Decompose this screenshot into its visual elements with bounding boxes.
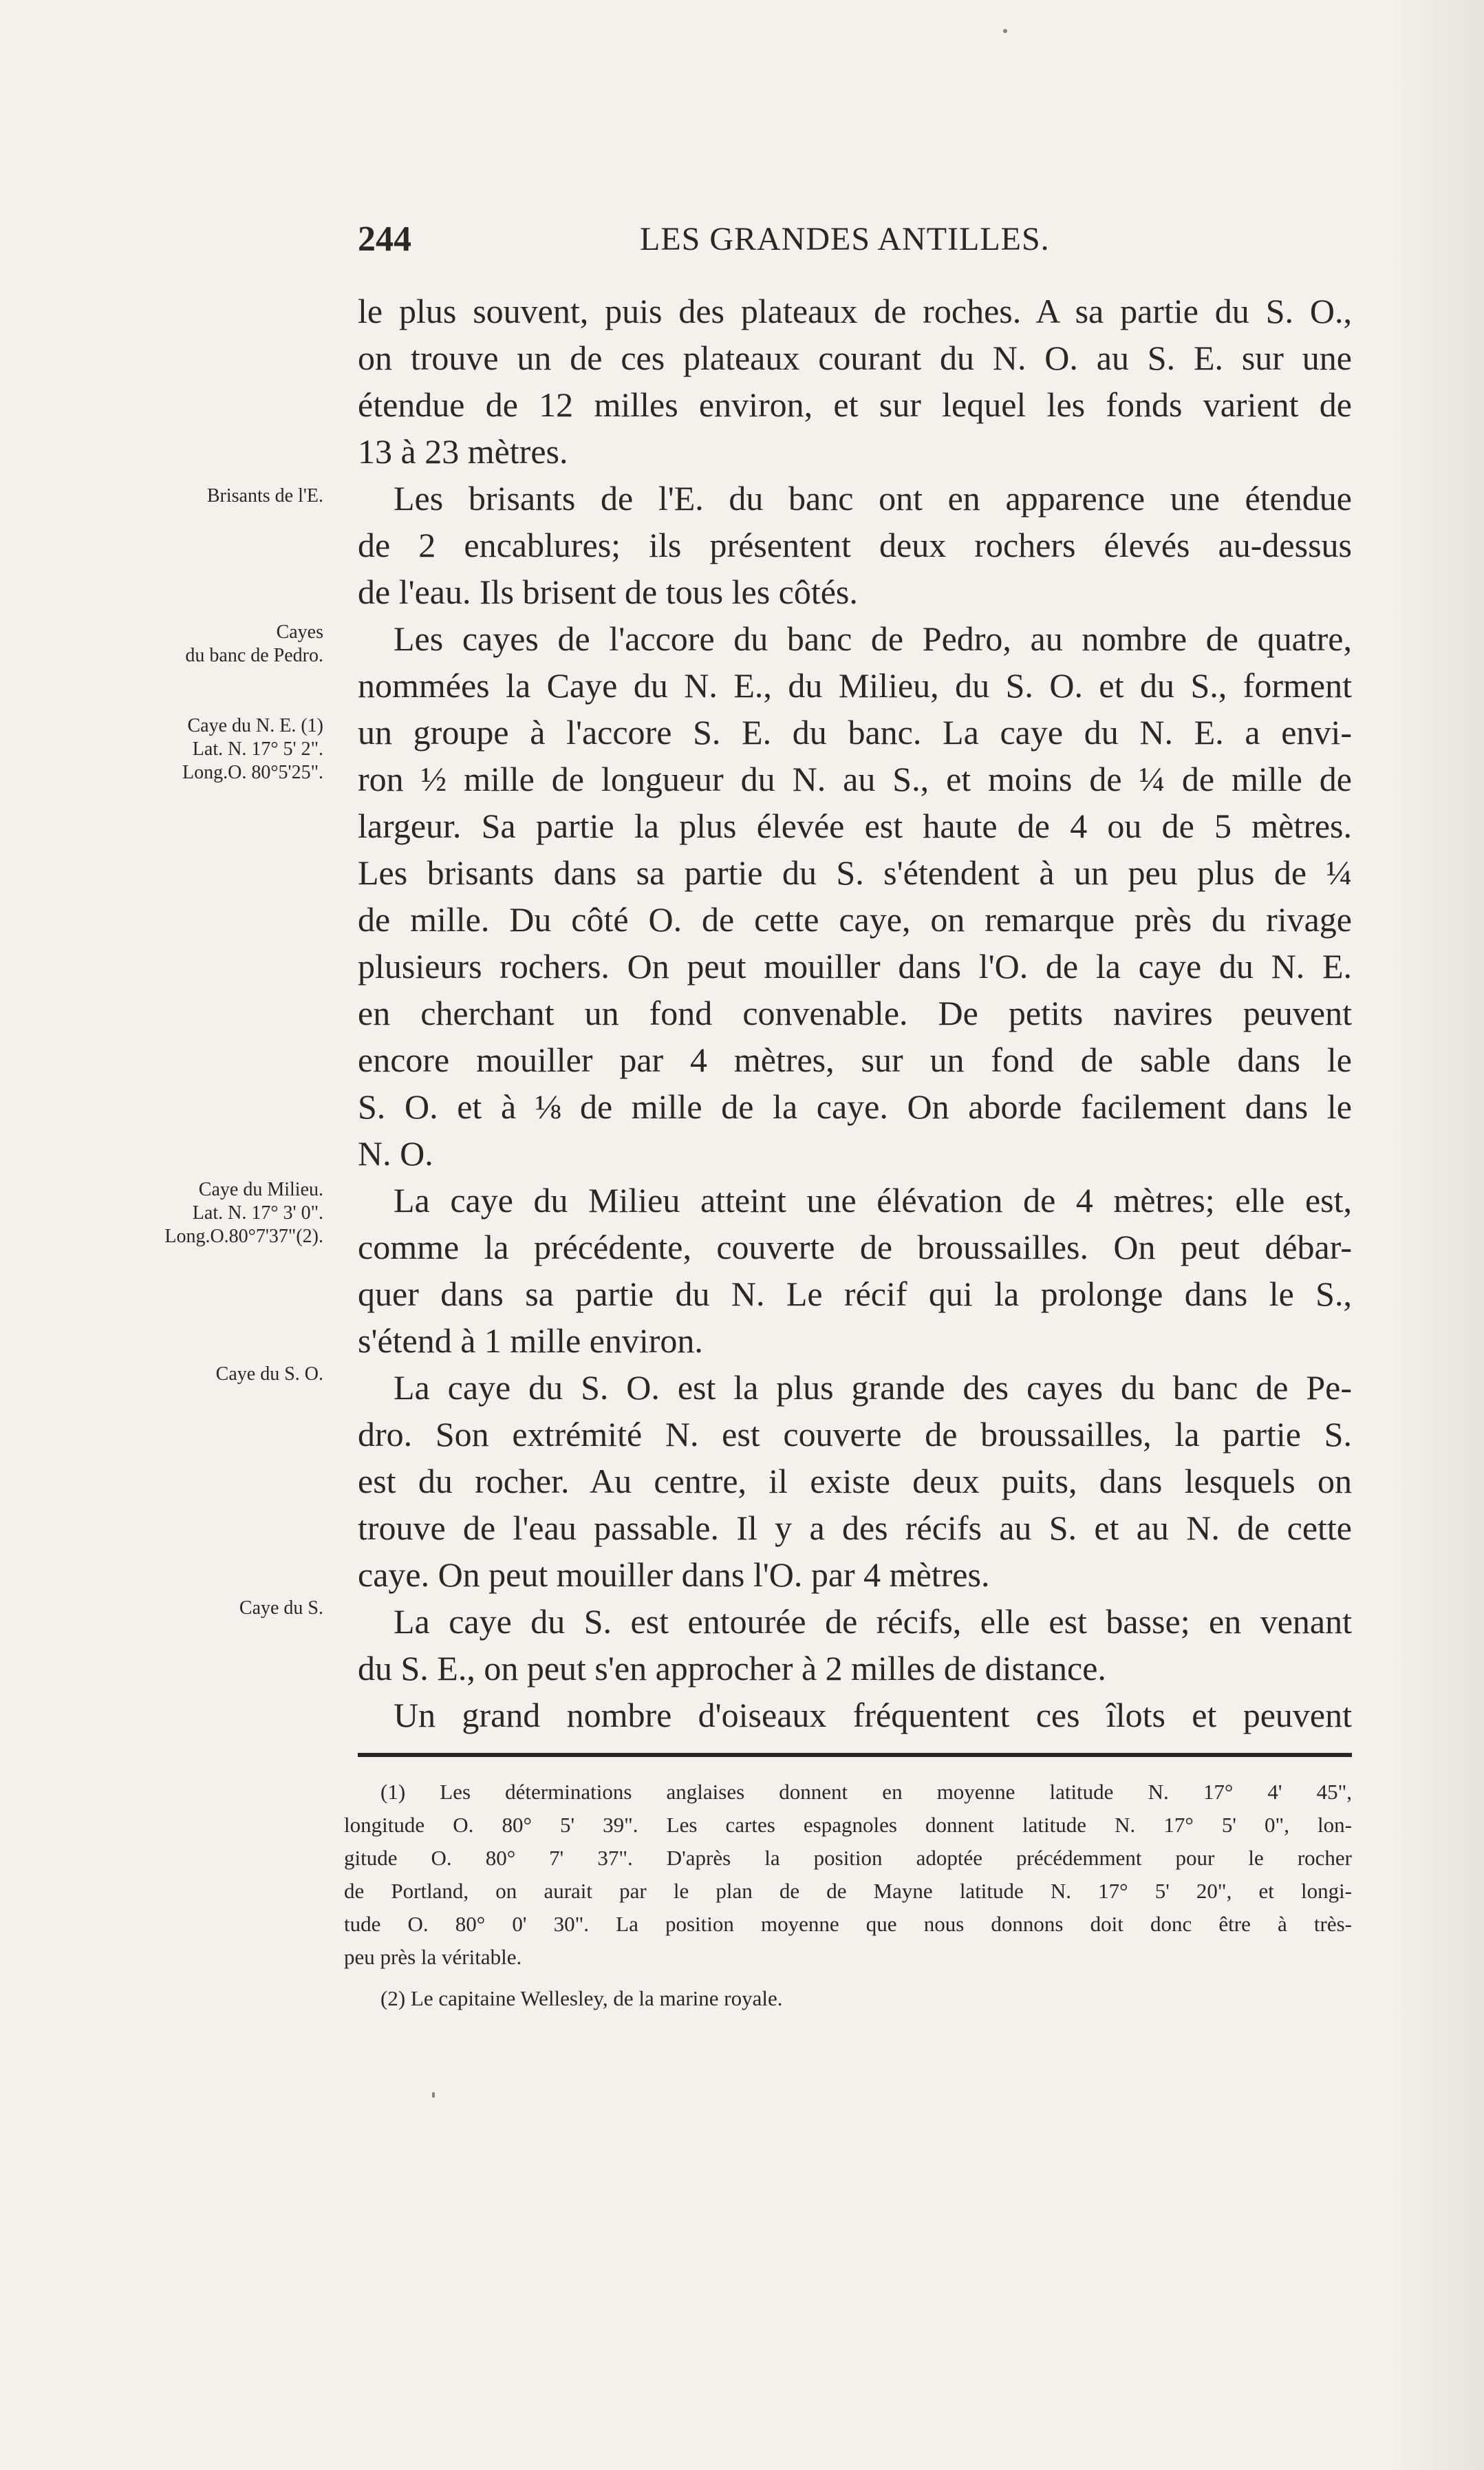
body-line: comme la précédente, couverte de broussailles. On peut débar-	[358, 1228, 1352, 1266]
footnote-line: peu près la véritable.	[344, 1945, 522, 1969]
margin-note-line: Long.O.80°7'37"(2).	[164, 1226, 323, 1247]
footnote-line: de Portland, on aurait par le plan de de Mayne latitude N. 17° 5' 20", et longi-	[344, 1879, 1352, 1903]
body-line: s'étend à 1 mille environ.	[358, 1321, 703, 1360]
body-line: du S. E., on peut s'en approcher à 2 milles de distance.	[358, 1649, 1106, 1688]
margin-note-brisants	[117, 485, 323, 508]
body-line: N. O.	[358, 1134, 433, 1173]
body-line: on trouve un de ces plateaux courant du N. O. au S. E. sur une	[358, 339, 1352, 377]
margin-note-caye-so	[117, 1363, 323, 1386]
body-line: Les brisants de l'E. du banc ont en apparence une étendue	[394, 479, 1352, 518]
running-title: LES GRANDES ANTILLES.	[640, 221, 1050, 257]
body-line: en cherchant un fond convenable. De petits navires peuvent	[358, 994, 1352, 1032]
margin-note-caye-milieu	[117, 1178, 323, 1248]
footnote-line: longitude O. 80° 5' 39". Les cartes espagnoles donnent latitude N. 17° 5' 0", lon-	[344, 1813, 1352, 1837]
body-line: caye. On peut mouiller dans l'O. par 4 mètres.	[358, 1555, 990, 1594]
body-line: de 2 encablures; ils présentent deux rochers élevés au-dessus	[358, 526, 1352, 564]
margin-note-line: Lat. N. 17° 3' 0".	[192, 1202, 323, 1224]
body-line: de mille. Du côté O. de cette caye, on remarque près du rivage	[358, 900, 1352, 939]
paper-speck	[432, 2092, 435, 2098]
body-line: ron ½ mille de longueur du N. au S., et moins de ¼ de mille de	[358, 760, 1352, 798]
body-line: La caye du Milieu atteint une élévation de 4 mètres; elle est,	[394, 1181, 1352, 1220]
body-line: le plus souvent, puis des plateaux de roches. A sa partie du S. O.,	[358, 292, 1352, 330]
body-line: S. O. et à ⅛ de mille de la caye. On aborde facilement dans le	[358, 1087, 1352, 1126]
footnote-line: tude O. 80° 0' 30". La position moyenne que nous donnons doit donc être à très-	[344, 1912, 1352, 1936]
body-line: trouve de l'eau passable. Il y a des récifs au S. et au N. de cette	[358, 1509, 1352, 1547]
margin-note-line: Lat. N. 17° 5' 2".	[192, 738, 323, 760]
paper-speck	[1003, 29, 1007, 33]
body-line: quer dans sa partie du N. Le récif qui la prolonge dans le S.,	[358, 1275, 1352, 1313]
margin-note-line: Caye du Milieu.	[198, 1179, 323, 1200]
margin-note-line: Caye du N. E. (1)	[187, 715, 323, 736]
body-line: dro. Son extrémité N. est couverte de broussailles, la partie S.	[358, 1415, 1352, 1454]
footnotes	[344, 1776, 1352, 2015]
page-edge-shadow	[1388, 0, 1484, 2470]
margin-note-line: Brisants de l'E.	[206, 485, 323, 507]
margin-note-caye-s	[117, 1597, 323, 1620]
footnote-line: (1) Les déterminations anglaises donnent en moyenne latitude N. 17° 4' 45",	[380, 1780, 1352, 1804]
body-line: nommées la Caye du N. E., du Milieu, du S. O. et du S., forment	[358, 666, 1352, 705]
margin-note-line: Long.O. 80°5'25".	[182, 762, 323, 783]
body-line: Les brisants dans sa partie du S. s'étendent à un peu plus de ¼	[358, 853, 1352, 892]
page-number: 244	[358, 220, 411, 259]
body-line: un groupe à l'accore S. E. du banc. La caye du N. E. a envi-	[358, 713, 1352, 752]
body-line: Un grand nombre d'oiseaux fréquentent ces îlots et peuvent	[394, 1696, 1352, 1734]
body-line: largeur. Sa partie la plus élevée est haute de 4 ou de 5 mètres.	[358, 807, 1352, 845]
body-line: La caye du S. est entourée de récifs, elle est basse; en venant	[394, 1602, 1352, 1641]
footnote-line: gitude O. 80° 7' 37". D'après la position adoptée précédemment pour le rocher	[344, 1846, 1352, 1870]
footnote-rule	[358, 1753, 1352, 1757]
body-line: étendue de 12 milles environ, et sur lequel les fonds varient de	[358, 385, 1352, 424]
body-line: plusieurs rochers. On peut mouiller dans l'O. de la caye du N. E.	[358, 947, 1352, 986]
body-text	[358, 288, 1352, 1738]
margin-note-line: Cayes	[276, 621, 323, 643]
margin-note-caye-ne	[117, 714, 323, 785]
body-line: encore mouiller par 4 mètres, sur un fond de sable dans le	[358, 1041, 1352, 1079]
body-line: de l'eau. Ils brisent de tous les côtés.	[358, 573, 858, 611]
body-line: Les cayes de l'accore du banc de Pedro, au nombre de quatre,	[394, 619, 1352, 658]
running-header	[358, 213, 1348, 268]
margin-note-line: du banc de Pedro.	[185, 645, 323, 666]
footnote-line: (2) Le capitaine Wellesley, de la marine royale.	[380, 1986, 783, 2010]
margin-note-line: Caye du S.	[239, 1597, 323, 1619]
body-line: La caye du S. O. est la plus grande des cayes du banc de Pe-	[394, 1368, 1352, 1407]
margin-note-cayes-pedro	[117, 621, 323, 668]
body-line: est du rocher. Au centre, il existe deux puits, dans lesquels on	[358, 1462, 1352, 1500]
body-line: 13 à 23 mètres.	[358, 432, 568, 471]
margin-note-line: Caye du S. O.	[215, 1363, 323, 1385]
